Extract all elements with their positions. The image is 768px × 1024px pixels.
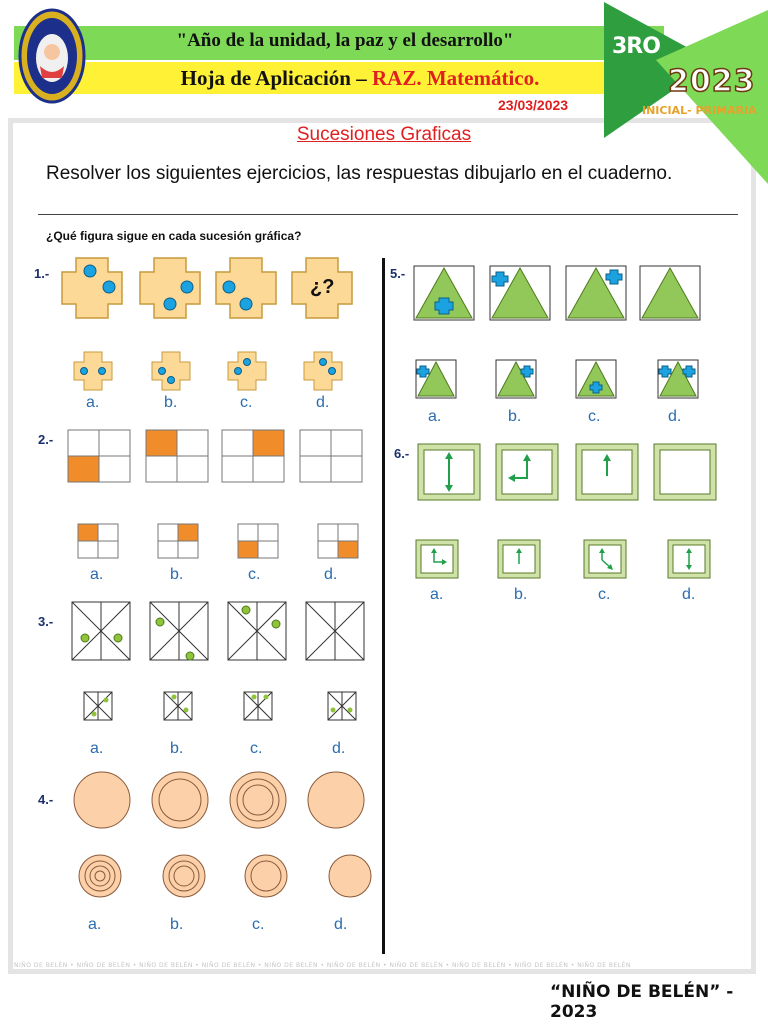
circle-figure <box>306 770 366 830</box>
option-circle <box>328 854 372 898</box>
arrow-frame-figure <box>654 444 716 500</box>
option-a: a. <box>90 566 104 583</box>
option-circle <box>162 854 206 898</box>
option-d: d. <box>668 408 682 425</box>
cross-figure <box>140 258 200 318</box>
option-b: b. <box>170 566 184 583</box>
quadrant-figure <box>68 430 130 482</box>
option-arrow-frame <box>668 540 710 578</box>
option-diagonal <box>328 692 356 720</box>
divider <box>38 214 738 215</box>
option-triangle <box>658 360 698 398</box>
option-circle <box>78 854 122 898</box>
date: 23/03/2023 <box>498 97 569 113</box>
sheet-title: Hoja de Aplicación – RAZ. Matemático. <box>180 66 540 90</box>
triangle-figure <box>414 266 474 320</box>
column-divider <box>382 258 385 954</box>
cross-figure <box>62 258 122 318</box>
option-quadrant <box>238 524 278 558</box>
option-diagonal <box>164 692 192 720</box>
option-b: b. <box>170 916 184 933</box>
quadrant-figure <box>146 430 208 482</box>
circle-figure <box>150 770 210 830</box>
exercise-number: 6.- <box>394 446 410 461</box>
option-b: b. <box>508 408 522 425</box>
option-d: d. <box>332 740 346 757</box>
exercise-number: 5.- <box>390 266 406 281</box>
option-c: c. <box>248 566 261 583</box>
school-logo <box>18 6 86 106</box>
diagonal-figure <box>228 602 286 660</box>
quadrant-figure <box>222 430 284 482</box>
option-triangle <box>416 360 456 398</box>
option-diagonal <box>84 692 112 720</box>
option-b: b. <box>164 394 178 411</box>
option-a: a. <box>90 740 104 757</box>
option-b: b. <box>514 586 528 603</box>
option-cross <box>74 352 112 390</box>
option-a: a. <box>428 408 442 425</box>
section-title: Sucesiones Graficas <box>296 124 472 145</box>
option-a: a. <box>88 916 102 933</box>
option-cross <box>304 352 342 390</box>
arrow-frame-figure <box>496 444 558 500</box>
triangle-figure <box>640 266 700 320</box>
cross-figure <box>216 258 276 318</box>
option-d: d. <box>682 586 696 603</box>
option-c: c. <box>598 586 611 603</box>
option-d: d. <box>324 566 338 583</box>
exercise-number: 1.- <box>34 266 50 281</box>
diagonal-figure <box>306 602 364 660</box>
triangle-figure <box>490 266 550 320</box>
option-arrow-frame <box>416 540 458 578</box>
circle-figure <box>72 770 132 830</box>
unknown-mark: ¿? <box>310 276 335 298</box>
option-a: a. <box>430 586 444 603</box>
option-arrow-frame <box>584 540 626 578</box>
option-b: b. <box>170 740 184 757</box>
option-triangle <box>576 360 616 398</box>
diagonal-figure <box>72 602 130 660</box>
footer-text: “NIÑO DE BELÉN” - 2023 <box>550 982 734 1022</box>
option-c: c. <box>252 916 265 933</box>
year-label: 2023 <box>668 64 756 99</box>
circle-figure <box>228 770 288 830</box>
option-quadrant <box>318 524 358 558</box>
option-quadrant <box>158 524 198 558</box>
levels-label: INICIAL- PRIMARIA <box>642 104 757 117</box>
option-quadrant <box>78 524 118 558</box>
question-text: ¿Qué figura sigue en cada sucesión gráfica? <box>46 229 302 243</box>
watermark-bottom: NIÑO DE BELÉN • NIÑO DE BELÉN • NIÑO DE BELÉN • NIÑO DE BELÉN • NIÑO DE BELÉN • NIÑO DE BELÉN • NIÑO DE BELÉN • NIÑO DE BELÉN • NIÑO DE BELÉN • NIÑO DE BELÉN <box>14 962 631 969</box>
exercise-number: 3.- <box>38 614 54 629</box>
exercise-number: 2.- <box>38 432 54 447</box>
option-c: c. <box>588 408 601 425</box>
option-c: c. <box>250 740 263 757</box>
triangle-figure <box>566 266 626 320</box>
arrow-frame-figure <box>576 444 638 500</box>
arrow-frame-figure <box>418 444 480 500</box>
option-d: d. <box>334 916 348 933</box>
grade-label: 3RO <box>612 34 660 59</box>
option-c: c. <box>240 394 253 411</box>
option-diagonal <box>244 692 272 720</box>
motto: "Año de la unidad, la paz y el desarrollo" <box>176 30 514 51</box>
quadrant-figure <box>300 430 362 482</box>
diagonal-figure <box>150 602 208 660</box>
option-circle <box>244 854 288 898</box>
instruction-text: Resolver los siguientes ejercicios, las respuestas dibujarlo en el cuaderno. <box>46 163 673 184</box>
option-cross <box>152 352 190 390</box>
option-cross <box>228 352 266 390</box>
option-arrow-frame <box>498 540 540 578</box>
exercise-number: 4.- <box>38 792 54 807</box>
option-a: a. <box>86 394 100 411</box>
option-triangle <box>496 360 536 398</box>
option-d: d. <box>316 394 330 411</box>
